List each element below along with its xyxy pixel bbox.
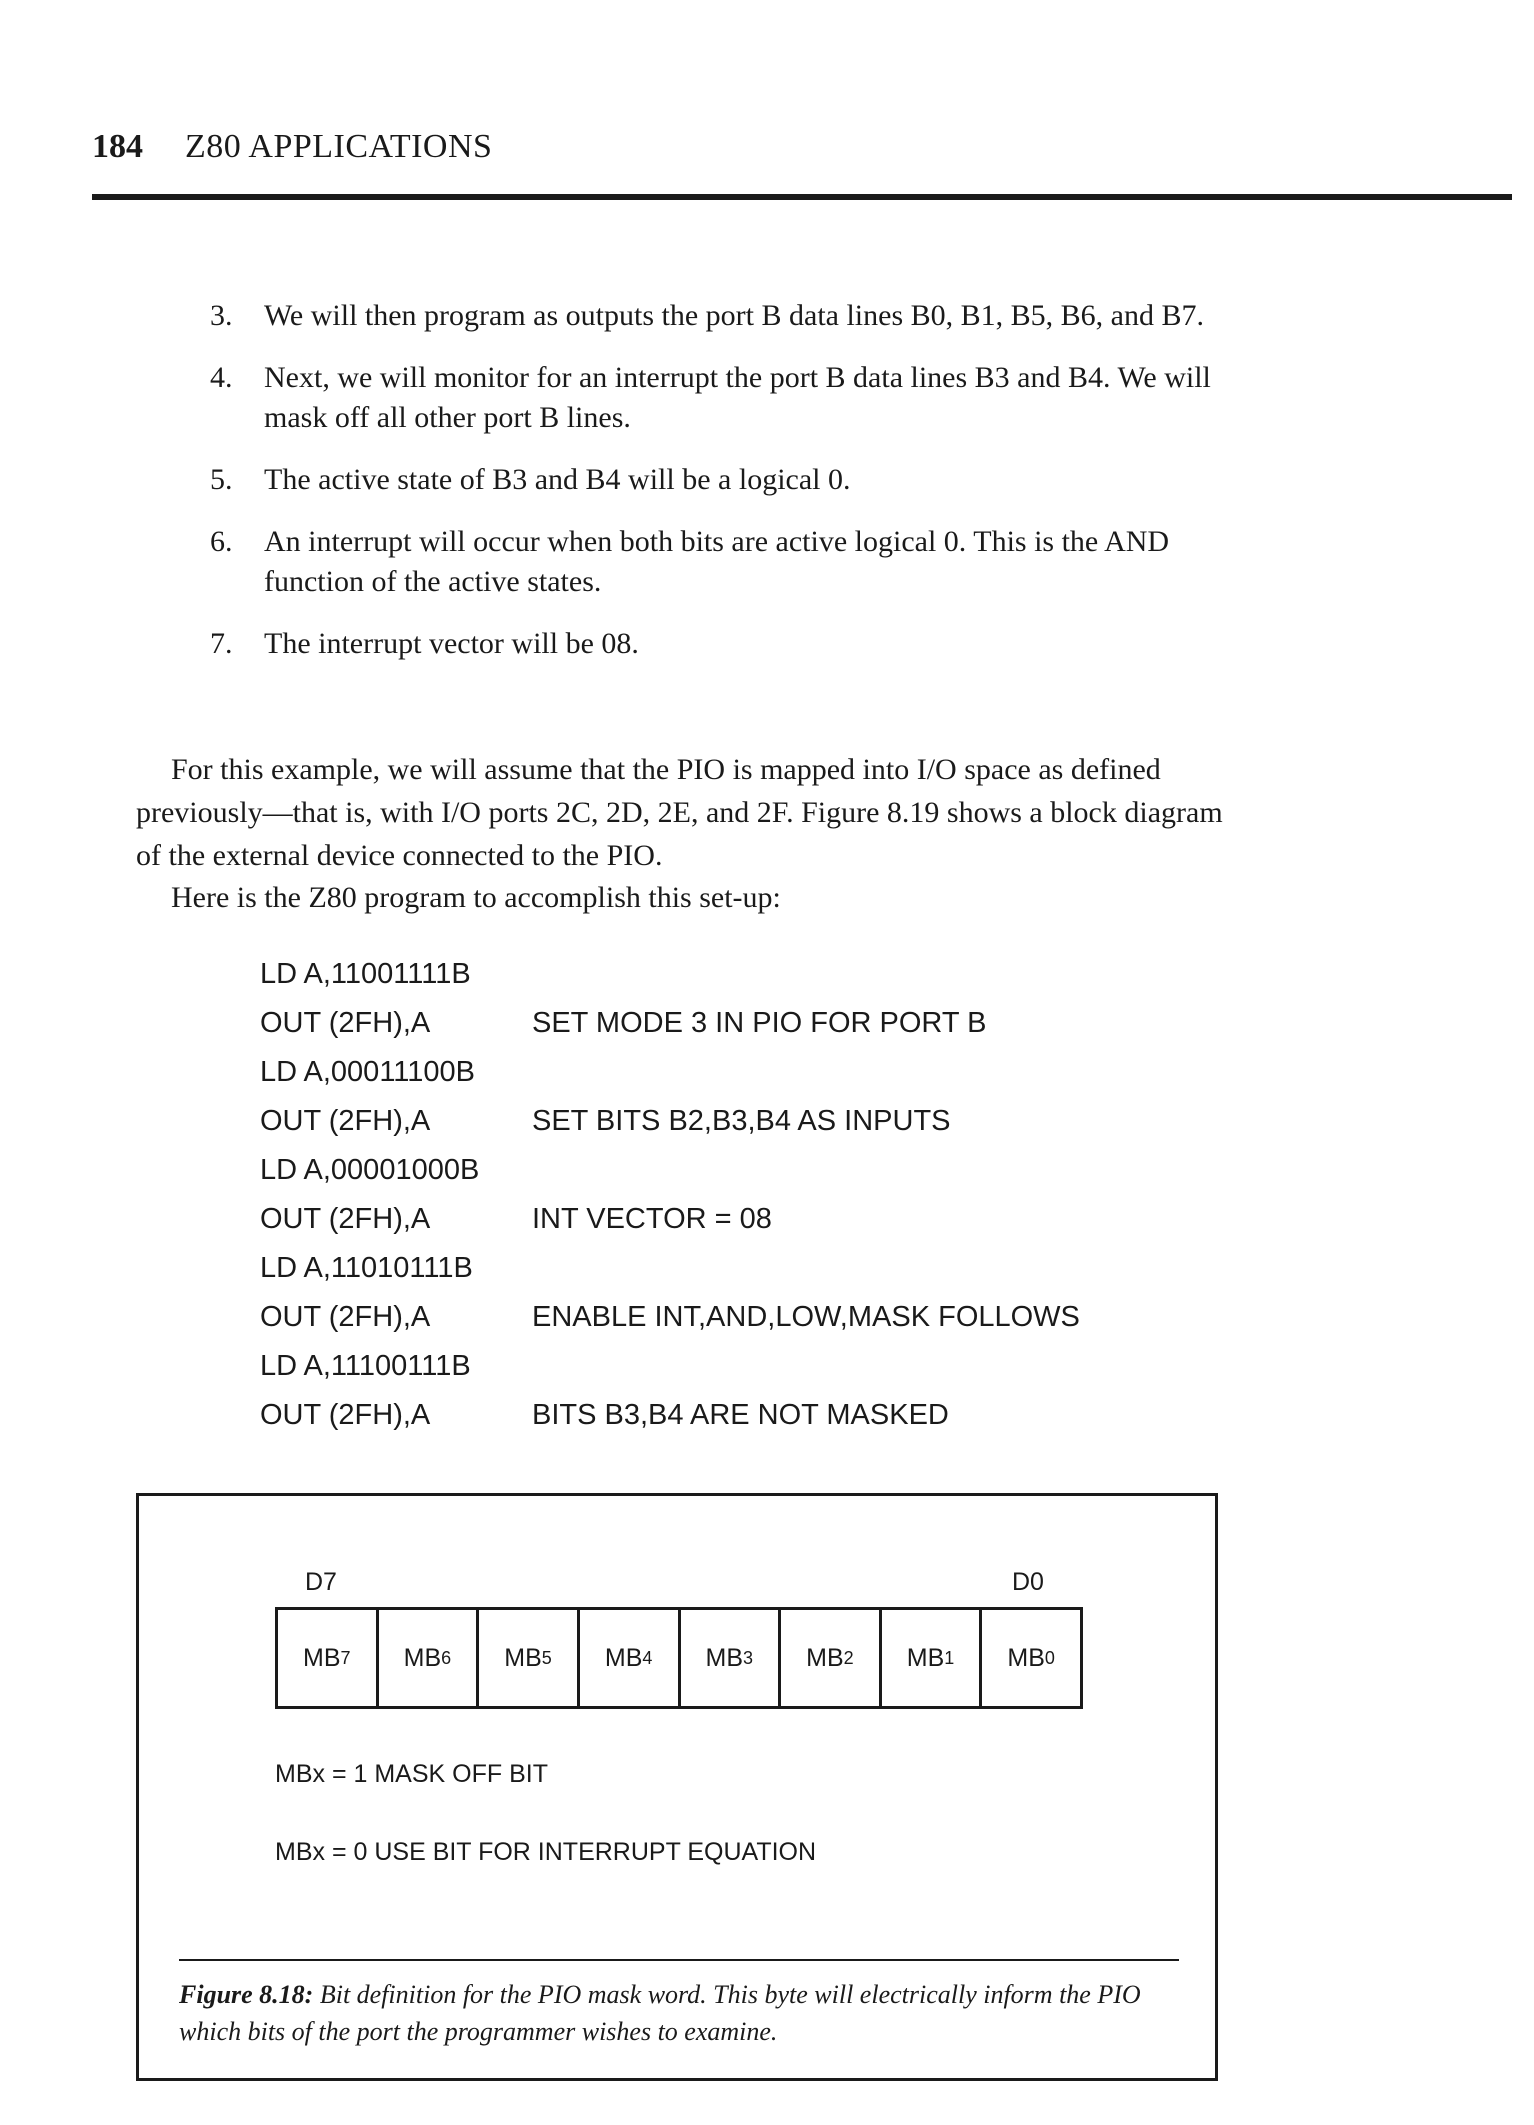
step-text: We will then program as outputs the port B data lines B0, B1, B5, B6, and B7. <box>264 299 1204 332</box>
running-title: Z80 APPLICATIONS <box>185 128 493 165</box>
running-head <box>92 128 492 166</box>
bit-name: MB <box>1007 1643 1045 1672</box>
bit-cell <box>979 1610 1080 1706</box>
legend-mask-off: MBx = 1 MASK OFF BIT <box>275 1760 548 1788</box>
bit-cell <box>278 1610 376 1706</box>
caption-label: Figure 8.18: <box>179 1980 314 2009</box>
bit-cell <box>577 1610 678 1706</box>
bit-name: MB <box>906 1643 945 1672</box>
list-item <box>210 460 1240 500</box>
step-number: 4. <box>210 361 233 394</box>
msb-label: D7 <box>305 1568 337 1596</box>
caption-text: Bit definition for the PIO mask word. This byte will electrically inform the PIO which bits of the port the programmer wishes to examine. <box>179 1980 1141 2046</box>
code-instruction: OUT (2FH),A <box>260 1399 431 1431</box>
code-instruction: LD A,11010111B <box>260 1252 473 1284</box>
body-paragraph: For this example, we will assume that the PIO is mapped into I/O space as defined previously—that is, with I/O ports 2C, 2D, 2E, and 2F. Figure 8.19 shows a block diagram of the external device connected to the PIO. <box>136 753 1223 872</box>
step-number: 5. <box>210 463 233 496</box>
bit-cell <box>678 1610 779 1706</box>
step-number: 3. <box>210 299 233 332</box>
code-comment: INT VECTOR = 08 <box>532 1203 772 1235</box>
step-number: 6. <box>210 525 233 558</box>
list-item <box>210 358 1240 438</box>
bit-index: 3 <box>743 1647 754 1668</box>
bit-index: 5 <box>541 1647 552 1668</box>
bit-name: MB <box>604 1643 643 1672</box>
bit-cell <box>778 1610 879 1706</box>
bit-name: MB <box>806 1643 844 1672</box>
header-rule <box>92 194 1512 200</box>
bit-index: 0 <box>1044 1647 1055 1668</box>
code-instruction: OUT (2FH),A <box>260 1301 431 1333</box>
bit-name: MB <box>303 1643 341 1672</box>
step-text: Next, we will monitor for an interrupt the port B data lines B3 and B4. We will mask off all other port B lines. <box>264 361 1211 434</box>
list-item <box>210 296 1240 336</box>
code-comment: SET MODE 3 IN PIO FOR PORT B <box>532 1007 987 1039</box>
bit-index: 6 <box>441 1647 452 1668</box>
bit-cell <box>376 1610 477 1706</box>
bit-index: 4 <box>642 1647 653 1668</box>
step-list <box>210 296 1240 686</box>
code-instruction: LD A,11001111B <box>260 958 471 990</box>
code-comment: BITS B3,B4 ARE NOT MASKED <box>532 1399 949 1431</box>
step-text: The interrupt vector will be 08. <box>264 627 639 660</box>
bit-name: MB <box>504 1643 542 1672</box>
figure-box <box>136 1493 1218 2081</box>
code-instruction: LD A,00001000B <box>260 1154 480 1186</box>
lsb-label: D0 <box>1012 1568 1044 1596</box>
code-comment: SET BITS B2,B3,B4 AS INPUTS <box>532 1105 951 1137</box>
step-text: The active state of B3 and B4 will be a logical 0. <box>264 463 851 496</box>
code-instruction: OUT (2FH),A <box>260 1105 431 1137</box>
mask-word-register <box>275 1607 1083 1709</box>
figure-caption <box>179 1976 1189 2050</box>
bit-cell <box>879 1610 980 1706</box>
bit-name: MB <box>403 1643 442 1672</box>
list-item <box>210 522 1240 602</box>
bit-index: 1 <box>944 1647 955 1668</box>
bit-name: MB <box>705 1643 744 1672</box>
bit-index: 2 <box>843 1647 854 1668</box>
step-number: 7. <box>210 627 233 660</box>
code-instruction: LD A,00011100B <box>260 1056 475 1088</box>
list-item <box>210 624 1240 664</box>
body-paragraph: Here is the Z80 program to accomplish this set-up: <box>171 881 781 914</box>
bit-index: 7 <box>340 1647 351 1668</box>
step-text: An interrupt will occur when both bits are active logical 0. This is the AND function of the active states. <box>264 525 1170 598</box>
bit-cell <box>476 1610 577 1706</box>
code-instruction: OUT (2FH),A <box>260 1203 431 1235</box>
page-number: 184 <box>92 128 143 165</box>
caption-rule <box>179 1959 1179 1961</box>
legend-use-bit: MBx = 0 USE BIT FOR INTERRUPT EQUATION <box>275 1838 817 1866</box>
code-instruction: LD A,11100111B <box>260 1350 471 1382</box>
code-instruction: OUT (2FH),A <box>260 1007 431 1039</box>
code-comment: ENABLE INT,AND,LOW,MASK FOLLOWS <box>532 1301 1080 1333</box>
